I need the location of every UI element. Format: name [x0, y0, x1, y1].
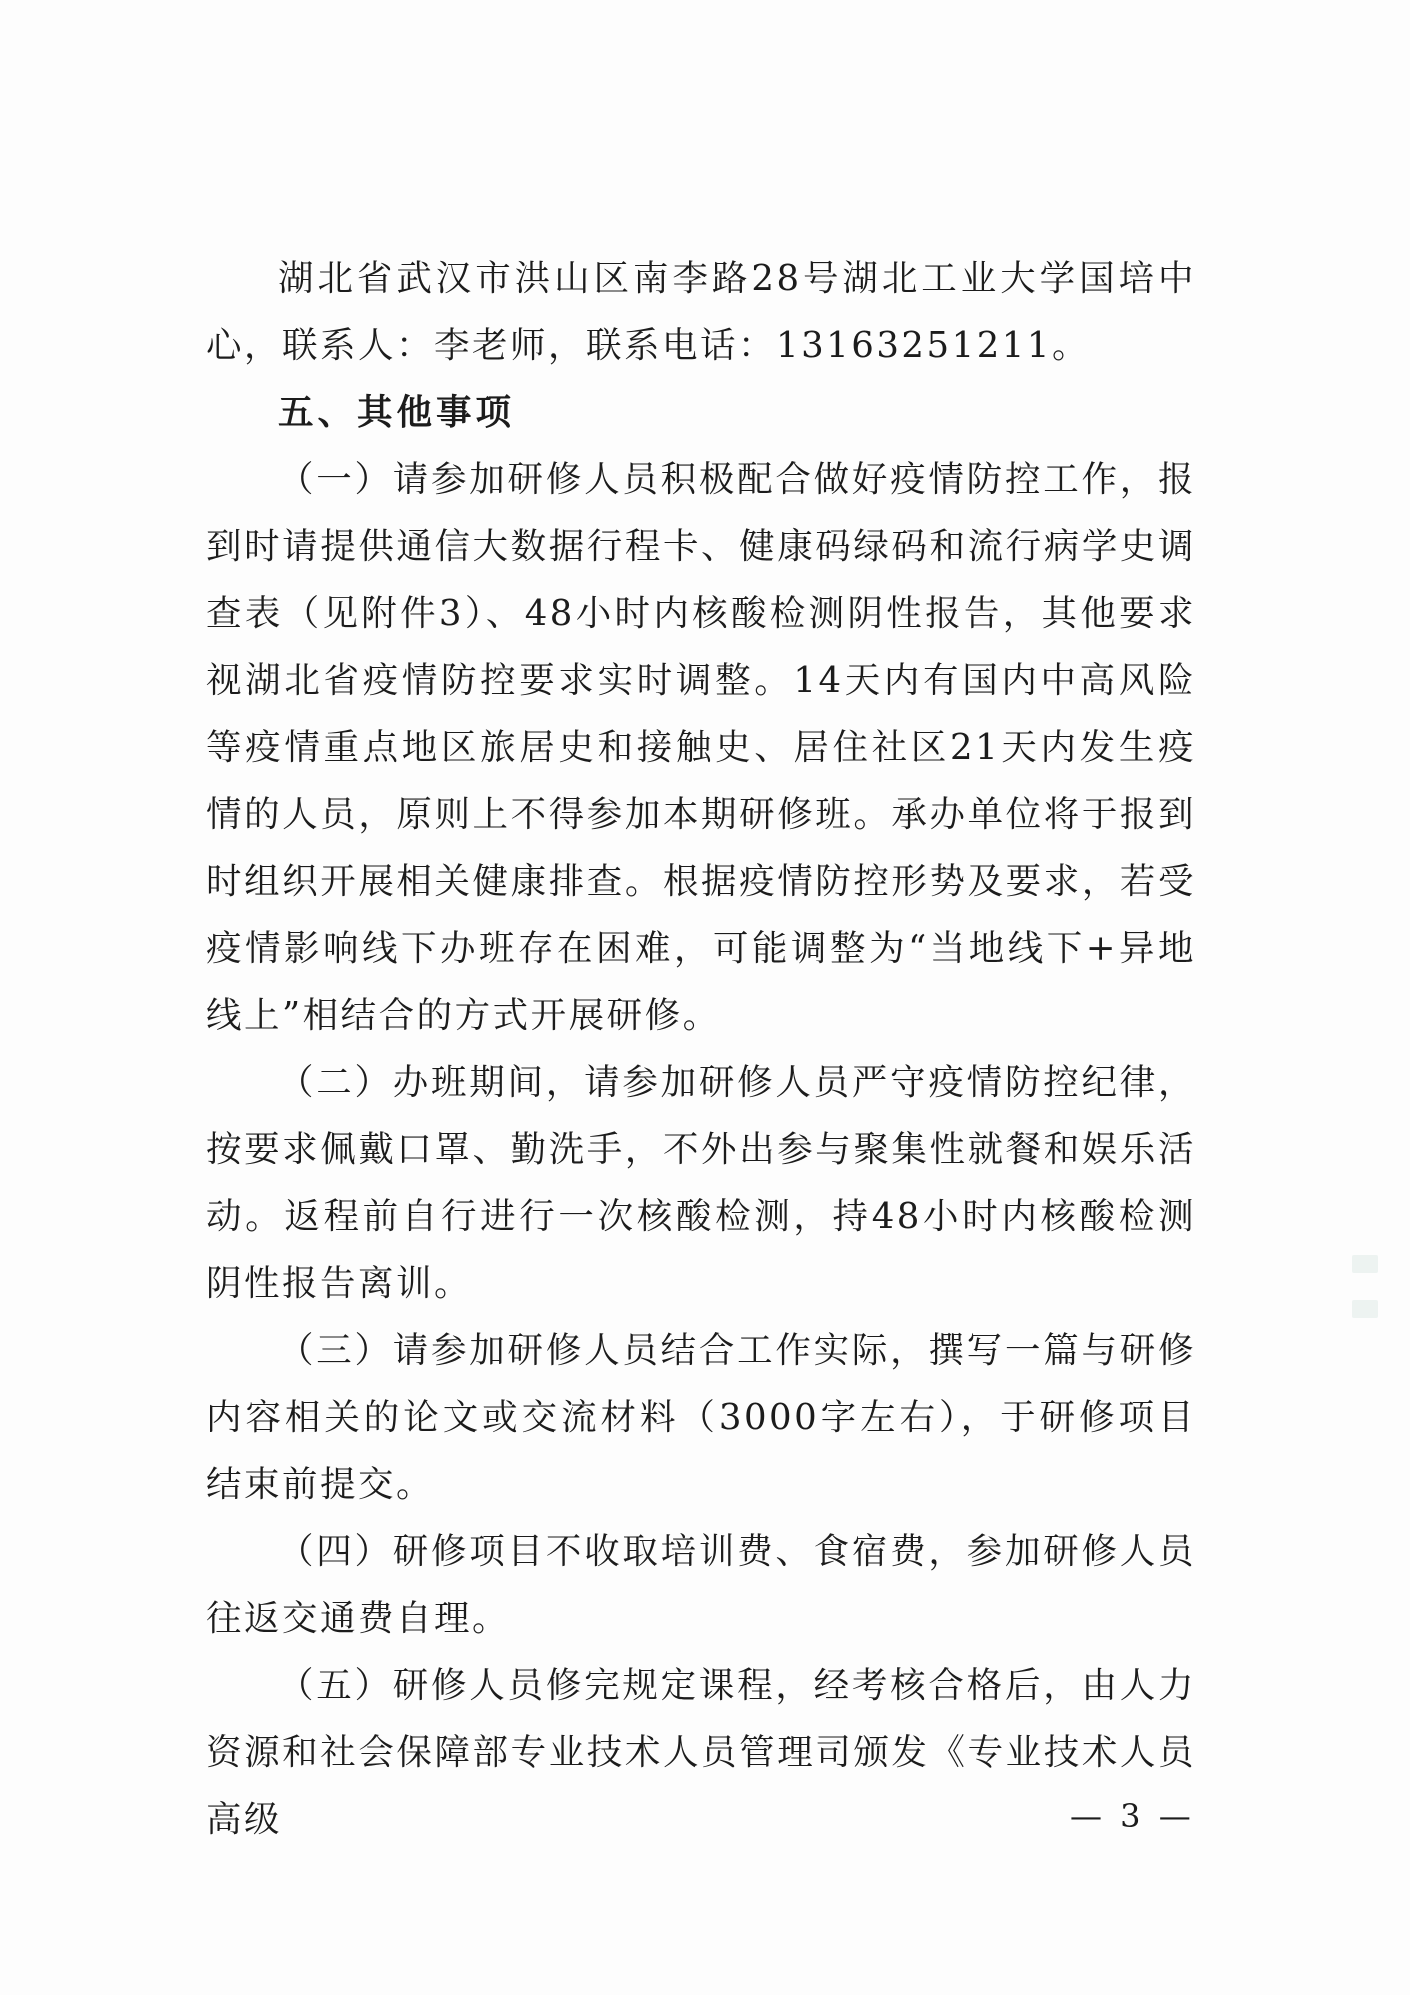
page-number: — 3 — [1070, 1797, 1195, 1835]
scan-artifact [1352, 1255, 1378, 1273]
item-5-paragraph: （五）研修人员修完规定课程，经考核合格后，由人力资源和社会保障部专业技术人员管理司颁发《专业技术人员高级 [206, 1665, 1196, 1840]
item-4-paragraph: （四）研修项目不收取培训费、食宿费，参加研修人员往返交通费自理。 [206, 1531, 1196, 1639]
item-3-paragraph: （三）请参加研修人员结合工作实际，撰写一篇与研修内容相关的论文或交流材料（3000字左右），于研修项目结束前提交。 [206, 1330, 1196, 1505]
section-heading: 五、其他事项 [278, 392, 516, 433]
scan-artifact [1352, 1300, 1378, 1318]
document-body [206, 245, 1196, 1853]
item-1-paragraph: （一）请参加研修人员积极配合做好疫情防控工作，报到时请提供通信大数据行程卡、健康码绿码和流行病学史调查表（见附件3）、48小时内核酸检测阴性报告，其他要求视湖北省疫情防控要求实时调整。14天内有国内中高风险等疫情重点地区旅居史和接触史、居住社区21天内发生疫情的人员，原则上不得参加本期研修班。承办单位将于报到时组织开展相关健康排查。根据疫情防控形势及要求，若受疫情影响线下办班存在困难，可能调整为“当地线下+异地线上”相结合的方式开展研修。 [206, 459, 1196, 1036]
contact-address-paragraph: 湖北省武汉市洪山区南李路28号湖北工业大学国培中心，联系人：李老师，联系电话：13163251211。 [206, 258, 1196, 366]
item-2-paragraph: （二）办班期间，请参加研修人员严守疫情防控纪律，按要求佩戴口罩、勤洗手，不外出参与聚集性就餐和娱乐活动。返程前自行进行一次核酸检测，持48小时内核酸检测阴性报告离训。 [206, 1062, 1196, 1304]
